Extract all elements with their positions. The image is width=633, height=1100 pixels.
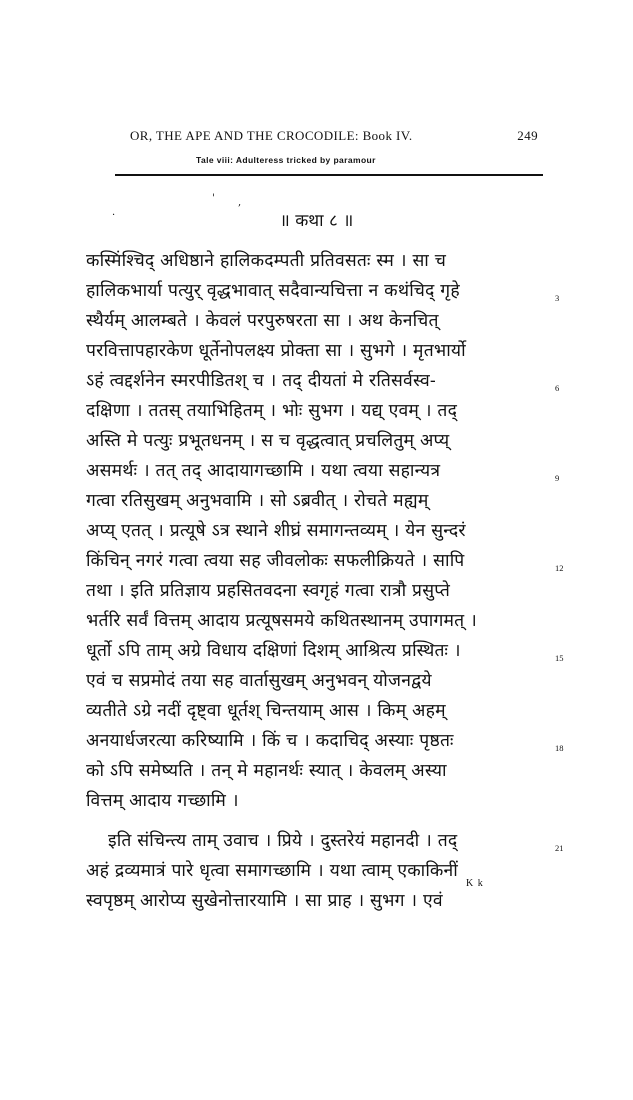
paragraph-gap <box>86 816 556 826</box>
text-line: ऽहं त्वद्दर्शनेन स्मरपीडितश् च । तद् दीयतां मे रतिसर्वस्व- <box>86 371 437 391</box>
running-head: OR, THE APE AND THE CROCODILE: Book IV. <box>130 128 413 143</box>
line-number: 18 <box>555 743 564 753</box>
stray-mark: · <box>112 210 116 221</box>
text-line: धूर्तो ऽपि ताम् अग्रे विधाय दक्षिणां दिशम् आश्रित्य प्रस्थितः । <box>86 641 461 661</box>
sanskrit-text <box>86 246 556 916</box>
line-number: 21 <box>555 843 564 853</box>
text-line: स्थैर्यम् आलम्बते । केवलं परपुरुषरता सा । अथ केनचित् <box>86 311 439 331</box>
stray-mark: , <box>238 197 242 208</box>
line-number: 12 <box>555 563 564 573</box>
text-line: तथा । इति प्रतिज्ञाय प्रहसितवदना स्वगृहं गत्वा रात्रौ प्रसुप्ते <box>86 581 451 601</box>
text-line: इति संचिन्त्य ताम् उवाच । प्रिये । दुस्तरेयं महानदी । तद् <box>108 831 458 851</box>
text-line: एवं च सप्रमोदं तया सह वार्तासुखम् अनुभवन् योजनद्वये <box>86 671 432 691</box>
line-number: 9 <box>555 473 560 483</box>
text-line: असमर्थः । तत् तद् आदायागच्छामि । यथा त्वया सहान्यत्र <box>86 461 441 481</box>
text-line: अस्ति मे पत्युः प्रभूतधनम् । स च वृद्धत्वात् प्रचलितुम् अप्य् <box>86 431 450 451</box>
text-line: अहं द्रव्यमात्रं पारे धृत्वा समागच्छामि । यथा त्वाम् एकाकिनीं <box>86 861 458 881</box>
header-rule <box>115 174 543 176</box>
line-number: 15 <box>555 653 564 663</box>
line-number: 6 <box>555 383 560 393</box>
line-number: 3 <box>555 293 560 303</box>
story-heading: ॥ कथा ८ ॥ <box>279 211 354 231</box>
text-line: कस्मिंश्चिद् अधिष्ठाने हालिकदम्पती प्रतिवसतः स्म । सा च <box>86 251 447 271</box>
text-line: परवित्तापहारकेण धूर्तेनोपलक्ष्य प्रोक्ता सा । सुभगे । मृतभार्यो <box>86 341 466 361</box>
signature-mark: K k <box>466 878 484 889</box>
text-line: दक्षिणा । ततस् तयाभिहितम् । भोः सुभग । यद्य् एवम् । तद् <box>86 401 458 421</box>
text-line: व्यतीते ऽग्रे नदीं दृष्ट्वा धूर्तश् चिन्तयाम् आस । किम् अहम् <box>86 701 446 721</box>
text-line: गत्वा रतिसुखम् अनुभवामि । सो ऽब्रवीत् । रोचते मह्यम् <box>86 491 429 511</box>
text-line: को ऽपि समेष्यति । तन् मे महानर्थः स्यात् । केवलम् अस्या <box>86 761 447 781</box>
text-line: किंचिन् नगरं गत्वा त्वया सह जीवलोकः सफलीक्रियते । सापि <box>86 551 465 571</box>
tale-caption: Tale viii: Adulteress tricked by paramour <box>196 155 376 165</box>
text-line: अनयार्धजरत्या करिष्यामि । किं च । कदाचिद् अस्याः पृष्ठतः <box>86 731 454 751</box>
page-number: 249 <box>517 128 538 143</box>
stray-mark: ' <box>212 193 215 204</box>
text-line: अप्य् एतत् । प्रत्यूषे ऽत्र स्थाने शीघ्रं समागन्तव्यम् । येन सुन्दरं <box>86 521 466 541</box>
text-line: वित्तम् आदाय गच्छामि । <box>86 791 239 811</box>
text-line: हालिकभार्या पत्युर् वृद्धभावात् सदैवान्यचित्ता न कथंचिद् गृहे <box>86 281 460 301</box>
text-line: स्वपृष्ठम् आरोप्य सुखेनोत्तारयामि । सा प्राह । सुभग । एवं <box>86 891 443 911</box>
text-line: भर्तरि सर्वं वित्तम् आदाय प्रत्यूषसमये कथितस्थानम् उपागमत् । <box>86 611 477 631</box>
